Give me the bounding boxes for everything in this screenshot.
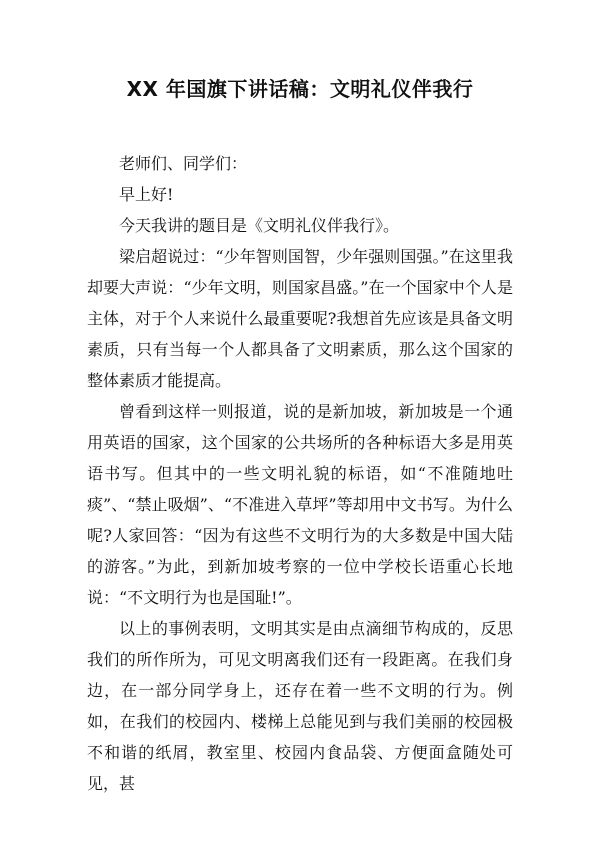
document-title: XX 年国旗下讲话稿：文明礼仪伴我行 xyxy=(126,77,474,101)
topic-paragraph: 今天我讲的题目是《文明礼仪伴我行》。 xyxy=(119,216,400,235)
body-paragraph: 梁启超说过：“少年智则国智，少年强则国强。”在这里我却要大声说：“少年文明，则国家昌盛。”在一个国家中个人是主体，对于个人来说什么最重要呢?我想首先应该是具备文明素质，只有当每一个人都具备了文明素质，那么这个国家的整体素质才能提高。 xyxy=(87,247,513,390)
salutation-paragraph: 老师们、同学们： xyxy=(119,154,248,173)
greeting-paragraph: 早上好! xyxy=(119,185,174,204)
body-paragraph: 以上的事例表明，文明其实是由点滴细节构成的，反思我们的所作所为，可见文明离我们还有一段距离。在我们身边，在一部分同学身上，还存在着一些不文明的行为。例如，在我们的校园内、楼梯上总能见到与我们美丽的校园极不和谐的纸屑，教室里、校园内食品袋、方便面盒随处可见，甚 xyxy=(87,619,513,793)
body-paragraph: 曾看到这样一则报道，说的是新加坡，新加坡是一个通用英语的国家，这个国家的公共场所的各种标语大多是用英语书写。但其中的一些文明礼貌的标语，如“不准随地吐痰”、“禁止吸烟”、“不准进入草坪”等却用中文书写。为什么呢?人家回答：“因为有这些不文明行为的大多数是中国大陆的游客。”为此，到新加坡考察的一位中学校长语重心长地说：“不文明行为也是国耻!”。 xyxy=(87,402,513,607)
document-body xyxy=(87,148,513,799)
